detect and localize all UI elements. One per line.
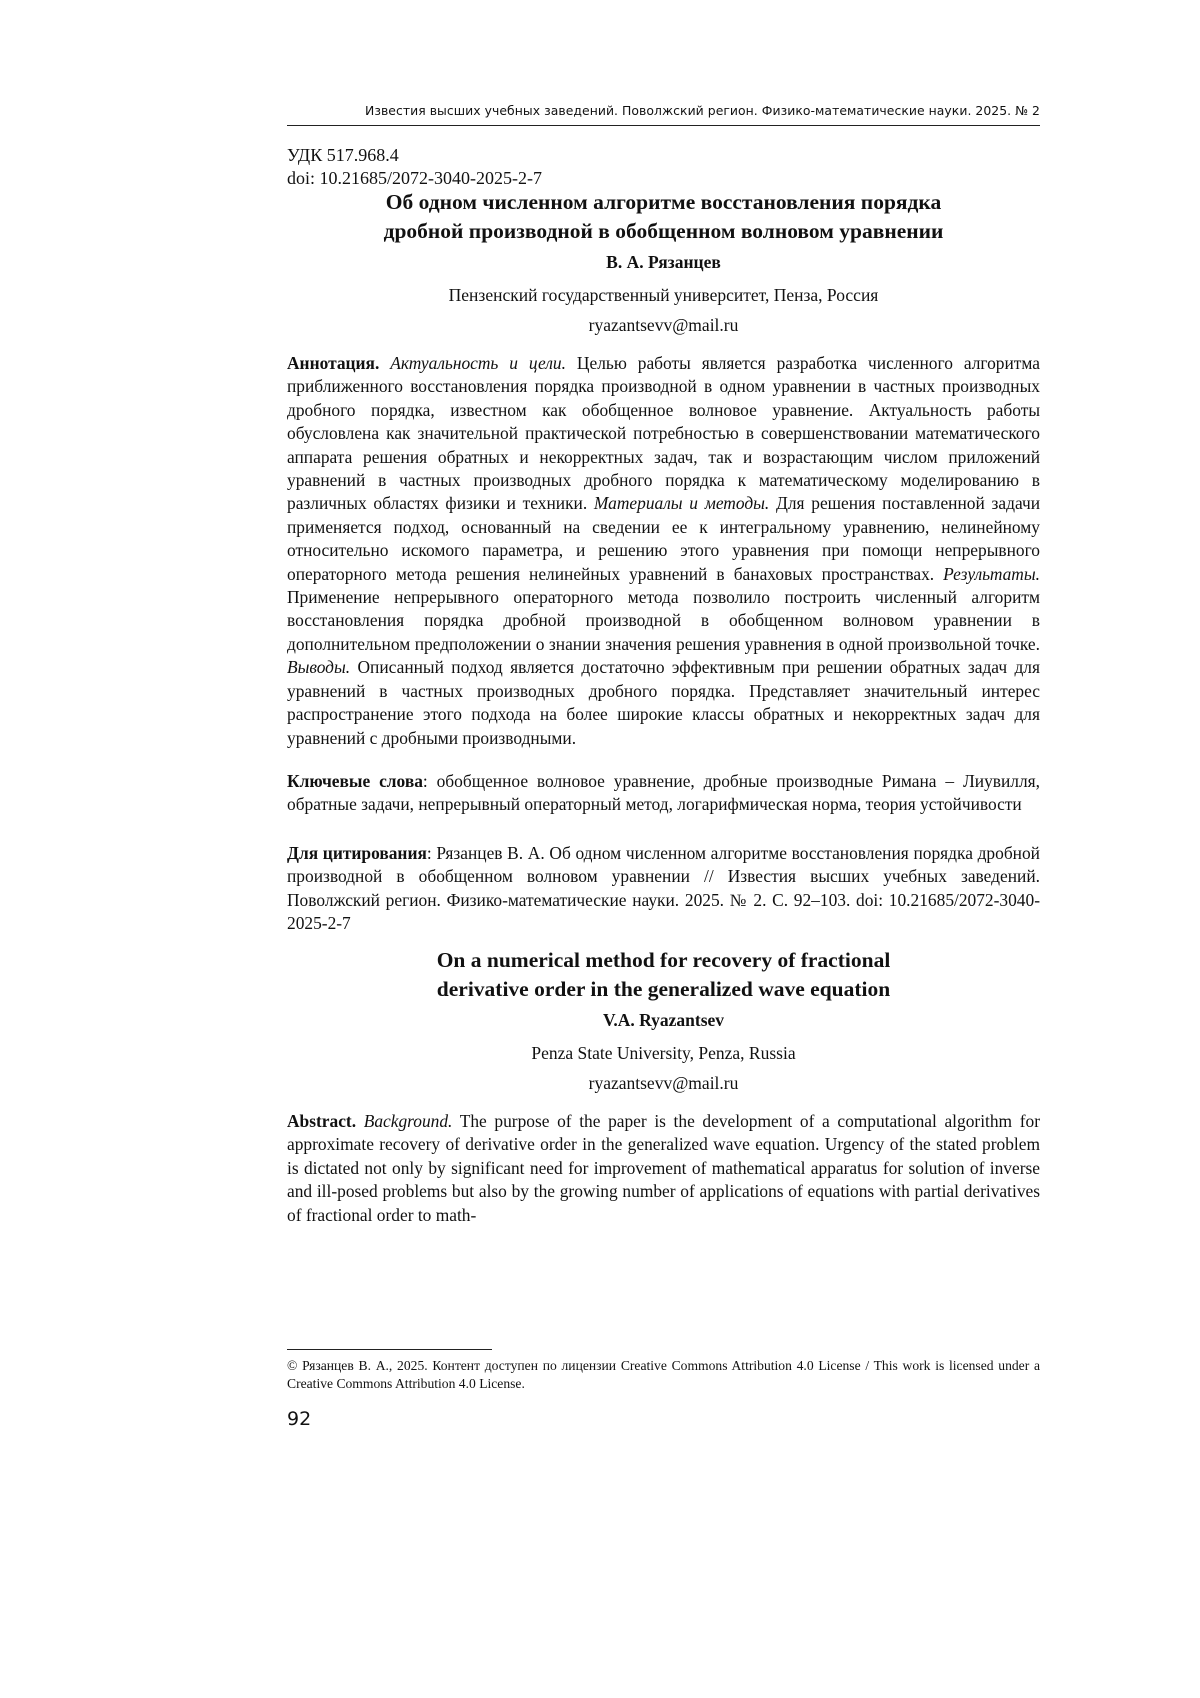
en-affiliation-block	[287, 1038, 1040, 1098]
en-title	[287, 946, 1040, 1004]
ru-heading-methods: Материалы и методы.	[593, 493, 770, 514]
ru-citation-label: Для цитирования	[287, 843, 427, 863]
en-author: V.A. Ryazantsev	[602, 1010, 725, 1030]
footnote-divider	[287, 1349, 492, 1350]
ru-keywords-text: : обобщенное волновое уравнение, дробные производные Римана – Лиувилля, обратные задачи, непрерывный операторный метод, логарифмическая норма, теория устойчивости	[287, 771, 1040, 815]
en-abstract-label: Abstract.	[287, 1111, 357, 1131]
ru-heading-results: Результаты.	[943, 563, 1040, 584]
en-heading-background: Background.	[363, 1111, 453, 1131]
ru-text-conclusions: Описанный подход является достаточно эффективным при решении обратных задач для уравнений в частных производных дробного порядка. Представляет значительный интерес распространение этого подхода на более широкие классы обратных и некорректных задач для уравнений с дробными производными.	[287, 657, 1040, 748]
en-affiliation: Penza State University, Penza, Russia	[531, 1043, 796, 1063]
ru-citation	[287, 842, 1040, 936]
doi: doi: 10.21685/2072-3040-2025-2-7	[287, 168, 542, 188]
ru-text-results: Применение непрерывного операторного метода позволило построить численный алгоритм восстановления порядка дробной производной в обобщенном волновом уравнении в дополнительном предположении о знании значения решения уравнения в одной произвольной точке.	[287, 587, 1040, 654]
en-title-line-2: derivative order in the generalized wave equation	[436, 977, 891, 1001]
ru-title	[287, 188, 1040, 246]
ru-text-relevance: Целью работы является разработка численного алгоритма приближенного восстановления порядка производной в одном уравнении в частных производных дробного порядка, известном как обобщенное волновое уравнение. Актуальность работы обусловлена как значительной практической потребностью в совершенствовании математического аппарата решения обратных и некорректных задач, так и возрастающим числом приложений уравнений в частных производных дробного порядка к математическому моделированию в различных областях физики и техники.	[287, 353, 1040, 514]
journal-running-header: Известия высших учебных заведений. Поволжский регион. Физико-математические науки. 2025. № 2	[365, 103, 1040, 118]
ru-heading-conclusions: Выводы.	[287, 657, 351, 678]
ru-abstract	[287, 352, 1040, 750]
udc-code: УДК 517.968.4	[287, 145, 399, 165]
ru-email: ryazantsevv@mail.ru	[588, 315, 739, 335]
ru-affiliation: Пензенский государственный университет, Пенза, Россия	[448, 285, 879, 305]
en-email: ryazantsevv@mail.ru	[588, 1073, 739, 1093]
en-text-background: The purpose of the paper is the development of a computational algorithm for approximate recovery of derivative order in the generalized wave equation. Urgency of the stated problem is dictated not only by significant need for improvement of mathematical apparatus for solution of inverse and ill-posed problems but also by the growing number of applications of equations with partial derivatives of fractional order to math-	[287, 1111, 1040, 1225]
en-title-line-1: On a numerical method for recovery of fractional	[436, 948, 891, 972]
ru-author: В. А. Рязанцев	[606, 252, 721, 272]
ru-keywords-label: Ключевые слова	[287, 771, 423, 791]
license-footnote: © Рязанцев В. А., 2025. Контент доступен по лицензии Creative Commons Attribution 4.0 License / This work is licensed under a Creative Commons Attribution 4.0 License.	[287, 1358, 1040, 1391]
ru-heading-relevance: Актуальность и цели.	[390, 353, 566, 373]
ru-text-methods: Для решения поставленной задачи применяется подход, основанный на сведении ее к интегральному уравнению, нелинейному относительно искомого параметра, и решению этого уравнения при помощи непрерывного операторного метода решения нелинейных уравнений в банаховых пространствах.	[287, 493, 1041, 584]
header-divider	[287, 125, 1040, 126]
ru-title-line-1: Об одном численном алгоритме восстановления порядка	[385, 190, 942, 214]
en-abstract	[287, 1110, 1040, 1227]
ru-abstract-label: Аннотация.	[287, 353, 380, 373]
ru-title-line-2: дробной производной в обобщенном волновом уравнении	[383, 219, 944, 243]
ru-affiliation-block	[287, 280, 1040, 340]
ru-citation-text: : Рязанцев В. А. Об одном численном алгоритме восстановления порядка дробной производной в обобщенном волновом уравнении // Известия высших учебных заведений. Поволжский регион. Физико-математические науки. 2025. № 2. С. 92–103. doi: 10.21685/2072-3040-2025-2-7	[287, 843, 1040, 934]
page-number: 92	[287, 1408, 312, 1430]
ru-keywords	[287, 770, 1040, 817]
